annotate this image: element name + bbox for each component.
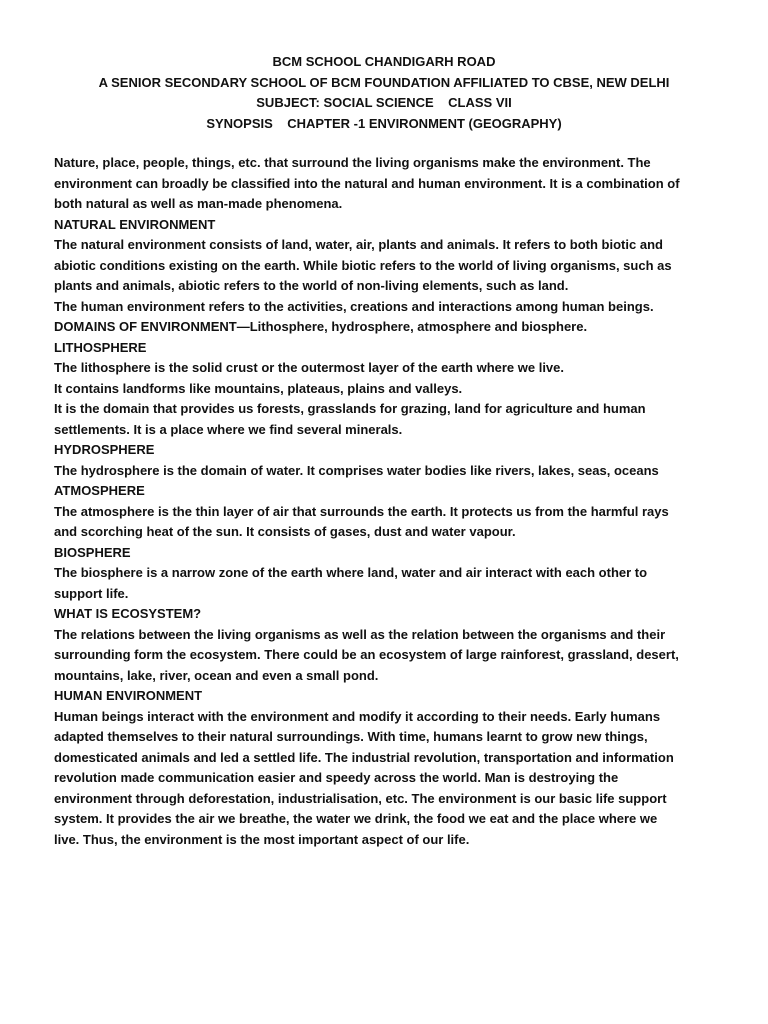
- text-line: domesticated animals and led a settled life. The industrial revolution, transportation and information: [54, 749, 674, 765]
- text-line: revolution made communication easier and speedy across the world. Man is destroying the: [54, 770, 619, 785]
- section-heading: WHAT IS ECOSYSTEM?: [54, 606, 202, 621]
- section-heading: HUMAN ENVIRONMENT: [54, 688, 203, 703]
- text-line: mountains, lake, river, ocean and even a small pond.: [54, 667, 379, 683]
- text-line: support life.: [54, 585, 129, 601]
- school-name: BCM SCHOOL CHANDIGARH ROAD: [272, 54, 496, 69]
- section-heading: LITHOSPHERE: [54, 339, 147, 355]
- section-heading: BIOSPHERE: [54, 544, 131, 560]
- text-line: plants and animals, abiotic refers to the world of non-living elements, such as land.: [54, 278, 569, 293]
- text-line: The atmosphere is the thin layer of air that surrounds the earth. It protects us from the harmful rays: [54, 503, 669, 519]
- text-line: The natural environment consists of land, water, air, plants and animals. It refers to both biotic and: [54, 237, 663, 252]
- section-heading: HYDROSPHERE: [54, 442, 155, 457]
- school-affiliation: A SENIOR SECONDARY SCHOOL OF BCM FOUNDATION AFFILIATED TO CBSE, NEW DELHI: [98, 74, 670, 90]
- text-line: DOMAINS OF ENVIRONMENT—Lithosphere, hydrosphere, atmosphere and biosphere.: [54, 319, 588, 334]
- text-line: The hydrosphere is the domain of water. It comprises water bodies like rivers, lakes, seas, oceans: [54, 462, 659, 478]
- text-line: environment through deforestation, industrialisation, etc. The environment is our basic life support: [54, 790, 667, 806]
- text-line: It contains landforms like mountains, plateaus, plains and valleys.: [54, 380, 463, 396]
- subject-class: SUBJECT: SOCIAL SCIENCE CLASS VII: [256, 95, 512, 110]
- text-line: Human beings interact with the environment and modify it according to their needs. Early humans: [54, 708, 661, 724]
- text-line: The human environment refers to the activities, creations and interactions among human beings.: [54, 298, 654, 314]
- text-line: system. It provides the air we breathe, the water we drink, the food we eat and the place where we: [54, 811, 658, 826]
- chapter-title: SYNOPSIS CHAPTER -1 ENVIRONMENT (GEOGRAPHY): [206, 115, 562, 131]
- text-line: adapted themselves to their natural surroundings. With time, humans learnt to grow new things,: [54, 729, 648, 744]
- text-line: Nature, place, people, things, etc. that surround the living organisms make the environment. The: [54, 155, 651, 170]
- text-line: settlements. It is a place where we find several minerals.: [54, 421, 403, 437]
- text-line: live. Thus, the environment is the most important aspect of our life.: [54, 831, 470, 847]
- text-line: both natural as well as man-made phenomena.: [54, 196, 343, 211]
- text-line: surrounding form the ecosystem. There could be an ecosystem of large rainforest, grassland, desert,: [54, 647, 679, 662]
- text-line: The lithosphere is the solid crust or the outermost layer of the earth where we live.: [54, 360, 565, 375]
- text-line: The relations between the living organisms as well as the relation between the organisms and their: [54, 626, 666, 642]
- text-line: abiotic conditions existing on the earth. While biotic refers to the world of living organisms, such as: [54, 257, 672, 273]
- section-heading: ATMOSPHERE: [54, 483, 145, 498]
- text-line: environment can broadly be classified into the natural and human environment. It is a combination of: [54, 175, 680, 191]
- text-line: and scorching heat of the sun. It consists of gases, dust and water vapour.: [54, 524, 516, 539]
- document-header: [0, 52, 768, 134]
- section-heading: NATURAL ENVIRONMENT: [54, 216, 216, 232]
- text-line: It is the domain that provides us forests, grasslands for grazing, land for agriculture and human: [54, 401, 646, 416]
- document-body: [54, 153, 718, 850]
- text-line: The biosphere is a narrow zone of the earth where land, water and air interact with each other to: [54, 565, 648, 580]
